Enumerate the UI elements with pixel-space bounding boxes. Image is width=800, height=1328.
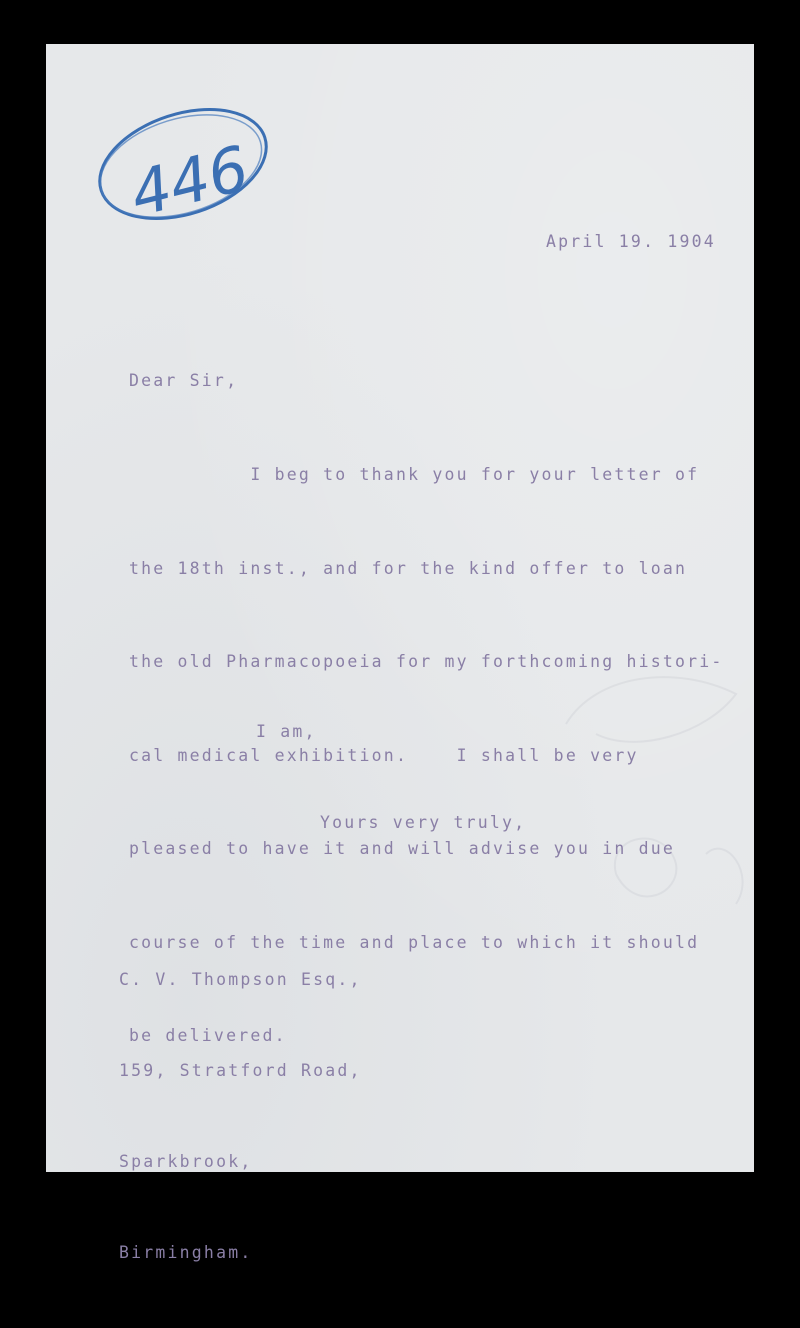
body-line: cal medical exhibition. I shall be very (129, 745, 639, 765)
letter-date: April 19. 1904 (546, 232, 716, 251)
closing-line-i-am: I am, (256, 722, 317, 741)
body-line: the old Pharmacopoeia for my forthcoming histori- (129, 652, 724, 671)
address-line-name: C. V. Thompson Esq., (119, 970, 362, 989)
address-line-street: 159, Stratford Road, (119, 1061, 362, 1080)
letter-closing (256, 656, 526, 898)
body-line: I beg to thank you for your letter of (129, 465, 700, 484)
body-line: pleased to have it and will advise you in due (129, 839, 676, 858)
address-line-district: Sparkbrook, (119, 1152, 253, 1171)
stamp-number: 446 (123, 131, 256, 231)
address-line-city: Birmingham. (119, 1243, 253, 1262)
body-line: the 18th inst., and for the kind offer to loan (129, 558, 688, 578)
letter-sheet (46, 44, 754, 1262)
body-line: be delivered. (129, 1026, 287, 1045)
body-line: course of the time and place to which it should (129, 932, 700, 952)
closing-line-yours-truly: Yours very truly, (320, 813, 527, 832)
archive-number-stamp (88, 92, 278, 232)
letter-salutation: Dear Sir, (129, 371, 239, 390)
recipient-address (119, 904, 362, 1328)
